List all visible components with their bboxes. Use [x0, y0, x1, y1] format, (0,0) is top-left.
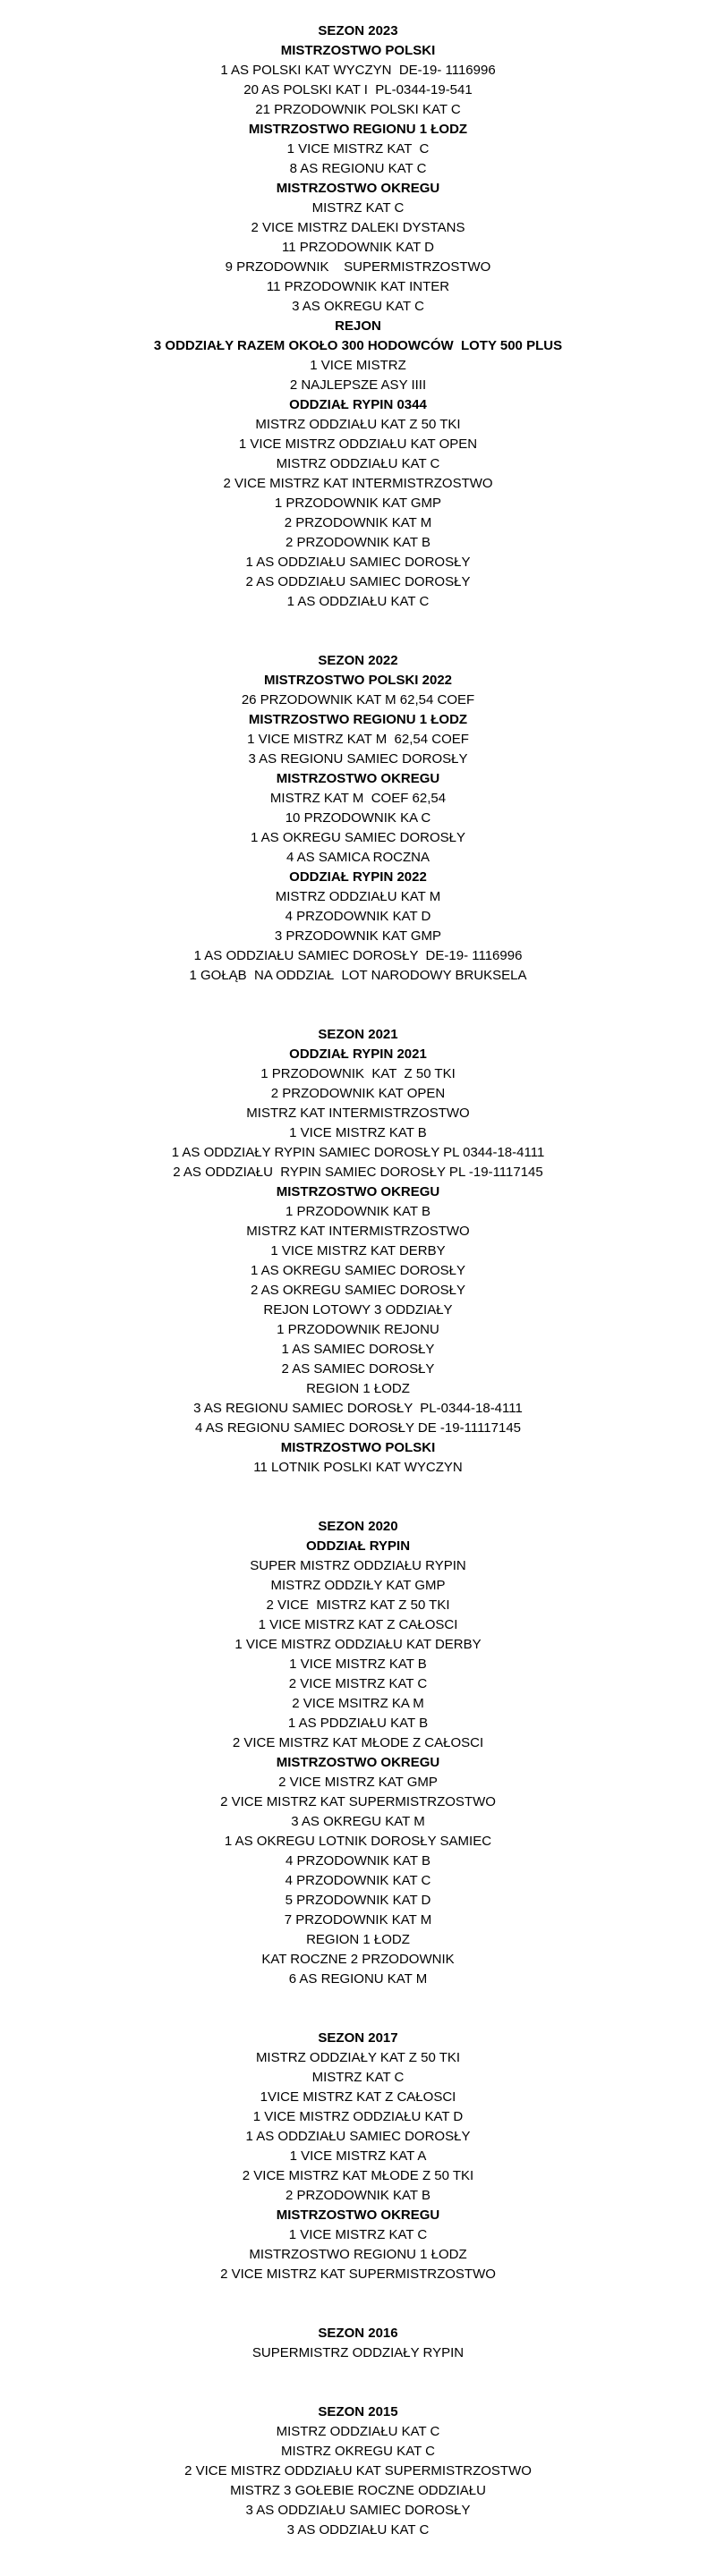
subsection-heading: MISTRZOSTWO REGIONU 1 ŁODZ [248, 712, 468, 727]
result-line: 1 GOŁĄB NA ODDZIAŁ LOT NARODOWY BRUKSELA [189, 968, 527, 983]
subsection-heading: MISTRZOSTWO POLSKI 2022 [263, 673, 453, 688]
result-line: 4 AS REGIONU SAMIEC DOROSŁY DE -19-11117145 [194, 1420, 522, 1436]
result-line: MISTRZ KAT M COEF 62,54 [269, 791, 447, 806]
season-section [9, 1025, 707, 1478]
result-line: 1 AS PDDZIAŁU KAT B [287, 1716, 429, 1731]
subsection-heading: MISTRZOSTWO OKREGU [276, 1184, 440, 1199]
result-line: SUPERMISTRZ ODDZIAŁY RYPIN [251, 2345, 465, 2360]
result-line: MISTRZ ODDZIAŁU KAT C [276, 456, 440, 471]
season-section [9, 2402, 707, 2540]
result-line: 2 AS ODDZIAŁU RYPIN SAMIEC DOROSŁY PL -19-1117145 [173, 1165, 543, 1180]
result-line: 1 PRZODOWNIK KAT GMP [274, 496, 442, 511]
subsection-heading: ODDZIAŁ RYPIN 0344 [289, 397, 427, 412]
result-line: MISTRZ KAT INTERMISTRZOSTWO [246, 1106, 470, 1121]
subsection-heading: MISTRZOSTWO POLSKI [280, 1440, 436, 1455]
result-line: 2 VICE MISTRZ KAT GMP [278, 1775, 438, 1790]
result-line: 21 PRZODOWNIK POLSKI KAT C [255, 102, 461, 117]
result-line: MISTRZ ODDZIŁY KAT GMP [270, 1578, 446, 1593]
result-line: 6 AS REGIONU KAT M [288, 1971, 428, 1987]
result-line: 1 AS ODDZIAŁU SAMIEC DOROSŁY [245, 2129, 471, 2144]
result-line: 3 PRZODOWNIK KAT GMP [274, 928, 442, 944]
result-line: MISTRZ ODDZIAŁU KAT Z 50 TKI [255, 417, 461, 432]
result-line: 3 AS ODDZIAŁU SAMIEC DOROSŁY [245, 2503, 471, 2518]
result-line: 2 VICE MISTRZ KAT MŁODE Z 50 TKI [242, 2168, 474, 2183]
result-line: 1 AS ODDZIAŁU SAMIEC DOROSŁY DE-19- 1116996 [193, 948, 523, 963]
result-line: 1VICE MISTRZ KAT Z CAŁOSCI [260, 2089, 456, 2105]
result-line: 5 PRZODOWNIK KAT D [285, 1893, 431, 1908]
season-title: SEZON 2017 [318, 2030, 398, 2046]
result-line: REGION 1 ŁODZ [306, 1381, 410, 1396]
result-line: 9 PRZODOWNIK SUPERMISTRZOSTWO [225, 259, 491, 275]
result-line: 2 NAJLEPSZE ASY IIII [289, 377, 427, 393]
season-section [9, 651, 707, 986]
result-line: 2 VICE MISTRZ KAT MŁODE Z CAŁOSCI [232, 1735, 484, 1750]
result-line: REGION 1 ŁODZ [306, 1932, 410, 1947]
result-line: 3 AS REGIONU SAMIEC DOROSŁY [248, 751, 468, 767]
subsection-heading: ODDZIAŁ RYPIN [305, 1538, 411, 1554]
subsection-heading: 3 ODDZIAŁY RAZEM OKOŁO 300 HODOWCÓW LOTY 500 PLUS [153, 338, 563, 353]
season-title: SEZON 2020 [318, 1519, 398, 1534]
result-line: 1 VICE MISTRZ KAT Z CAŁOSCI [258, 1617, 458, 1632]
season-results [9, 1045, 707, 1478]
result-line: 1 AS OKREGU SAMIEC DOROSŁY [250, 1263, 466, 1278]
result-line: 1 AS OKREGU LOTNIK DOROSŁY SAMIEC [224, 1834, 492, 1849]
result-line: 2 PRZODOWNIK KAT OPEN [270, 1086, 446, 1101]
result-line: 3 AS REGIONU SAMIEC DOROSŁY PL-0344-18-4111 [193, 1401, 523, 1416]
result-line: 1 VICE MISTRZ KAT M 62,54 COEF [247, 732, 469, 747]
result-line: MISTRZ KAT C [311, 200, 405, 216]
result-line: 2 VICE MISTRZ DALEKI DYSTANS [251, 220, 465, 235]
season-results [9, 671, 707, 986]
result-line: 3 AS OKREGU KAT M [291, 1814, 425, 1829]
result-line: 1 VICE MISTRZ ODDZIAŁU KAT D [252, 2109, 464, 2124]
result-line: 1 VICE MISTRZ KAT C [286, 141, 430, 157]
result-line: KAT ROCZNE 2 PRZODOWNIK [261, 1952, 455, 1967]
result-line: 2 AS OKREGU SAMIEC DOROSŁY [250, 1283, 466, 1298]
season-section [9, 1517, 707, 1989]
result-line: 1 PRZODOWNIK REJONU [277, 1322, 439, 1337]
result-line: 11 PRZODOWNIK KAT D [281, 240, 435, 255]
result-line: 8 AS REGIONU KAT C [289, 161, 427, 176]
result-line: 1 VICE MISTRZ KAT B [289, 1657, 427, 1672]
result-line: 1 PRZODOWNIK KAT Z 50 TKI [260, 1066, 456, 1081]
result-line: 4 AS SAMICA ROCZNA [286, 850, 430, 865]
season-section [9, 2324, 707, 2363]
result-line: MISTRZOSTWO REGIONU 1 ŁODZ [249, 2247, 467, 2262]
subsection-heading: MISTRZOSTWO OKREGU [276, 771, 440, 786]
result-line: 2 AS SAMIEC DOROSŁY [281, 1361, 435, 1377]
result-line: SUPER MISTRZ ODDZIAŁU RYPIN [250, 1558, 466, 1573]
result-line: 2 VICE MISTRZ KAT SUPERMISTRZOSTWO [220, 2267, 496, 2282]
result-line: MISTRZ ODDZIAŁY KAT Z 50 TKI [255, 2050, 461, 2065]
result-line: 2 VICE MSITRZ KA M [292, 1696, 424, 1711]
result-line: 2 VICE MISTRZ KAT INTERMISTRZOSTWO [223, 476, 493, 491]
subsection-heading: MISTRZOSTWO OKREGU [276, 2207, 440, 2223]
result-line: 7 PRZODOWNIK KAT M [284, 1912, 432, 1928]
result-line: 4 PRZODOWNIK KAT B [286, 1853, 430, 1868]
result-line: 1 AS ODDZIAŁU KAT C [286, 594, 430, 609]
result-line: 1 VICE MISTRZ [310, 358, 406, 373]
result-line: 4 PRZODOWNIK KAT D [285, 909, 431, 924]
result-line: MISTRZ ODDZIAŁU KAT M [275, 889, 441, 904]
subsection-heading: MISTRZOSTWO OKREGU [276, 181, 440, 196]
result-line: MISTRZ KAT C [311, 2070, 405, 2085]
result-line: 1 VICE MISTRZ KAT DERBY [270, 1243, 446, 1258]
result-line: 1 VICE MISTRZ ODDZIAŁU KAT DERBY [234, 1637, 482, 1652]
subsection-heading: MISTRZOSTWO REGIONU 1 ŁODZ [248, 122, 468, 137]
result-line: 1 VICE MISTRZ KAT B [289, 1125, 427, 1140]
season-title: SEZON 2021 [318, 1027, 398, 1042]
season-results [9, 2422, 707, 2540]
result-line: 1 AS POLSKI KAT WYCZYN DE-19- 1116996 [220, 63, 496, 78]
result-line: 1 VICE MISTRZ ODDZIAŁU KAT OPEN [238, 436, 478, 452]
result-line: MISTRZ 3 GOŁEBIE ROCZNE ODDZIAŁU [230, 2483, 486, 2498]
result-line: 11 LOTNIK POSLKI KAT WYCZYN [253, 1460, 463, 1475]
result-line: 26 PRZODOWNIK KAT M 62,54 COEF [241, 692, 475, 708]
result-line: 2 VICE MISTRZ KAT C [288, 1676, 428, 1691]
result-line: 1 PRZODOWNIK KAT B [286, 1204, 430, 1219]
result-line: MISTRZ ODDZIAŁU KAT C [276, 2424, 440, 2439]
subsection-heading: MISTRZOSTWO OKREGU [276, 1755, 440, 1770]
result-line: 1 VICE MISTRZ KAT C [288, 2227, 428, 2242]
result-line: 2 PRZODOWNIK KAT M [284, 515, 432, 530]
result-line: 3 AS OKREGU KAT C [292, 299, 424, 314]
season-section [9, 2029, 707, 2284]
result-line: 1 AS SAMIEC DOROSŁY [281, 1342, 435, 1357]
result-line: 20 AS POLSKI KAT I PL-0344-19-541 [243, 82, 473, 97]
season-results [9, 2048, 707, 2284]
result-line: 2 VICE MISTRZ KAT SUPERMISTRZOSTWO [220, 1794, 496, 1809]
seasons-list [9, 21, 707, 2540]
subsection-heading: MISTRZOSTWO POLSKI [280, 43, 436, 58]
result-line: 2 VICE MISTRZ KAT Z 50 TKI [266, 1597, 450, 1613]
result-line: 4 PRZODOWNIK KAT C [285, 1873, 431, 1888]
season-section [9, 21, 707, 612]
result-line: 1 AS ODDZIAŁY RYPIN SAMIEC DOROSŁY PL 0344-18-4111 [171, 1145, 545, 1160]
season-results [9, 2343, 707, 2363]
result-line: MISTRZ KAT INTERMISTRZOSTWO [246, 1224, 470, 1239]
result-line: 2 PRZODOWNIK KAT B [286, 2188, 430, 2203]
result-line: 2 PRZODOWNIK KAT B [286, 535, 430, 550]
subsection-heading: ODDZIAŁ RYPIN 2022 [289, 869, 427, 885]
season-results [9, 41, 707, 612]
season-title: SEZON 2022 [318, 653, 398, 668]
result-line: REJON LOTOWY 3 ODDZIAŁY [263, 1302, 453, 1318]
season-title: SEZON 2023 [318, 23, 398, 38]
result-line: 1 AS ODDZIAŁU SAMIEC DOROSŁY [245, 555, 471, 570]
result-line: 1 VICE MISTRZ KAT A [289, 2148, 427, 2164]
result-line: 3 AS ODDZIAŁU KAT C [286, 2522, 430, 2538]
result-line: 1 AS OKREGU SAMIEC DOROSŁY [250, 830, 466, 845]
season-title: SEZON 2015 [318, 2404, 398, 2419]
subsection-heading: REJON [335, 318, 381, 334]
result-line: 10 PRZODOWNIK KA C [285, 810, 431, 826]
season-results [9, 1537, 707, 1989]
result-line: MISTRZ OKREGU KAT C [281, 2444, 435, 2459]
result-line: 2 AS ODDZIAŁU SAMIEC DOROSŁY [245, 574, 471, 589]
subsection-heading: ODDZIAŁ RYPIN 2021 [289, 1046, 427, 1062]
result-line: 11 PRZODOWNIK KAT INTER [266, 279, 450, 294]
season-title: SEZON 2016 [318, 2326, 398, 2341]
result-line: 2 VICE MISTRZ ODDZIAŁU KAT SUPERMISTRZOSTWO [184, 2463, 532, 2479]
